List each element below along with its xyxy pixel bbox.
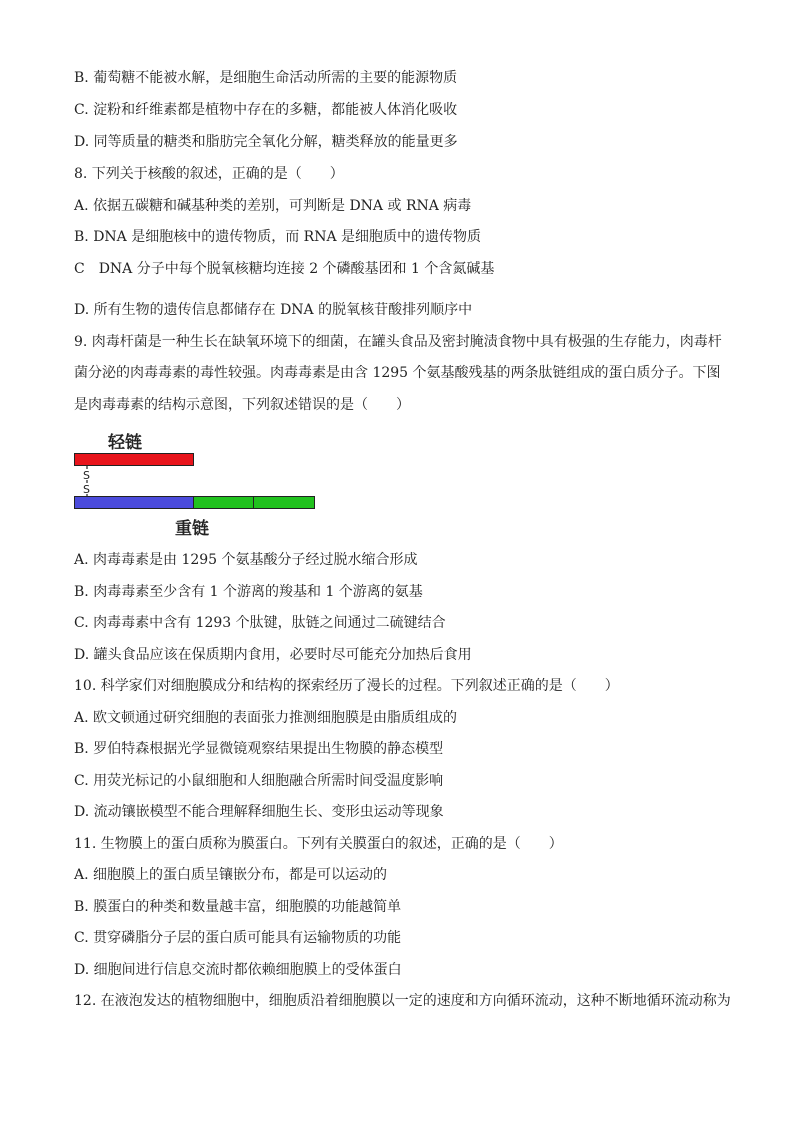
- q8-option-c: C DNA 分子中每个脱氧核糖均连接 2 个磷酸基团和 1 个含氮碱基: [74, 261, 495, 277]
- q9-option-a: A. 肉毒毒素是由 1295 个氨基酸分子经过脱水缩合形成: [74, 552, 418, 568]
- heavy-chain-segment-1: [74, 496, 195, 509]
- svg-text:S: S: [83, 483, 90, 496]
- q11-option-d: D. 细胞间进行信息交流时都依赖细胞膜上的受体蛋白: [74, 962, 402, 978]
- q8-option-b: B. DNA 是细胞核中的遗传物质，而 RNA 是细胞质中的遗传物质: [74, 229, 482, 245]
- q9-option-d: D. 罐头食品应该在保质期内食用，必要时尽可能充分加热后食用: [74, 647, 472, 663]
- q11-option-a: A. 细胞膜上的蛋白质呈镶嵌分布，都是可以运动的: [74, 867, 388, 883]
- q9-stem-line-1: 9. 肉毒杆菌是一种生长在缺氧环境下的细菌，在罐头食品及密封腌渍食物中具有极强的生存能力，肉毒杆: [74, 334, 722, 350]
- heavy-chain-label: 重链: [175, 519, 209, 539]
- q10-option-d: D. 流动镶嵌模型不能合理解释细胞生长、变形虫运动等现象: [74, 804, 444, 820]
- q11-option-c: C. 贯穿磷脂分子层的蛋白质可能具有运输物质的功能: [74, 930, 402, 946]
- q10-option-c: C. 用荧光标记的小鼠细胞和人细胞融合所需时间受温度影响: [74, 773, 444, 789]
- q8-option-a: A. 依据五碳糖和碱基种类的差别，可判断是 DNA 或 RNA 病毒: [74, 198, 472, 214]
- heavy-chain-segment-2: [193, 496, 255, 509]
- q8-stem: 8. 下列关于核酸的叙述，正确的是（ ）: [74, 166, 344, 182]
- q9-option-b: B. 肉毒毒素至少含有 1 个游离的羧基和 1 个游离的氨基: [74, 584, 423, 600]
- q10-stem: 10. 科学家们对细胞膜成分和结构的探索经历了漫长的过程。下列叙述正确的是（ ）: [74, 678, 619, 694]
- q10-option-b: B. 罗伯特森根据光学显微镜观察结果提出生物膜的静态模型: [74, 741, 444, 757]
- q9-option-c: C. 肉毒毒素中含有 1293 个肽键，肽链之间通过二硫键结合: [74, 615, 446, 631]
- light-chain-bar: [74, 453, 194, 466]
- q11-option-b: B. 膜蛋白的种类和数量越丰富，细胞膜的功能越简单: [74, 899, 402, 915]
- q7-option-b: B. 葡萄糖不能被水解，是细胞生命活动所需的主要的能源物质: [74, 70, 458, 86]
- q7-option-d: D. 同等质量的糖类和脂肪完全氧化分解，糖类释放的能量更多: [74, 134, 458, 150]
- q11-stem: 11. 生物膜上的蛋白质称为膜蛋白。下列有关膜蛋白的叙述，正确的是（ ）: [74, 836, 563, 852]
- light-chain-label: 轻链: [108, 433, 142, 453]
- q12-stem: 12. 在液泡发达的植物细胞中，细胞质沿着细胞膜以一定的速度和方向循环流动，这种不断地循环流动称为: [74, 993, 731, 1009]
- svg-text:S: S: [83, 469, 90, 482]
- q7-option-c: C. 淀粉和纤维素都是植物中存在的多糖，都能被人体消化吸收: [74, 102, 458, 118]
- q9-stem-line-3: 是肉毒毒素的结构示意图，下列叙述错误的是（ ）: [74, 397, 410, 413]
- q9-stem-line-2: 菌分泌的肉毒毒素的毒性较强。肉毒毒素是由含 1295 个氨基酸残基的两条肽链组成的蛋白质分子。下图: [74, 365, 721, 381]
- disulfide-bond-symbol: [80, 466, 96, 496]
- q8-option-d: D. 所有生物的遗传信息都储存在 DNA 的脱氧核苷酸排列顺序中: [74, 302, 473, 318]
- heavy-chain-segment-3: [253, 496, 315, 509]
- botulinum-toxin-structure-diagram: [70, 428, 330, 538]
- q10-option-a: A. 欧文顿通过研究细胞的表面张力推测细胞膜是由脂质组成的: [74, 710, 458, 726]
